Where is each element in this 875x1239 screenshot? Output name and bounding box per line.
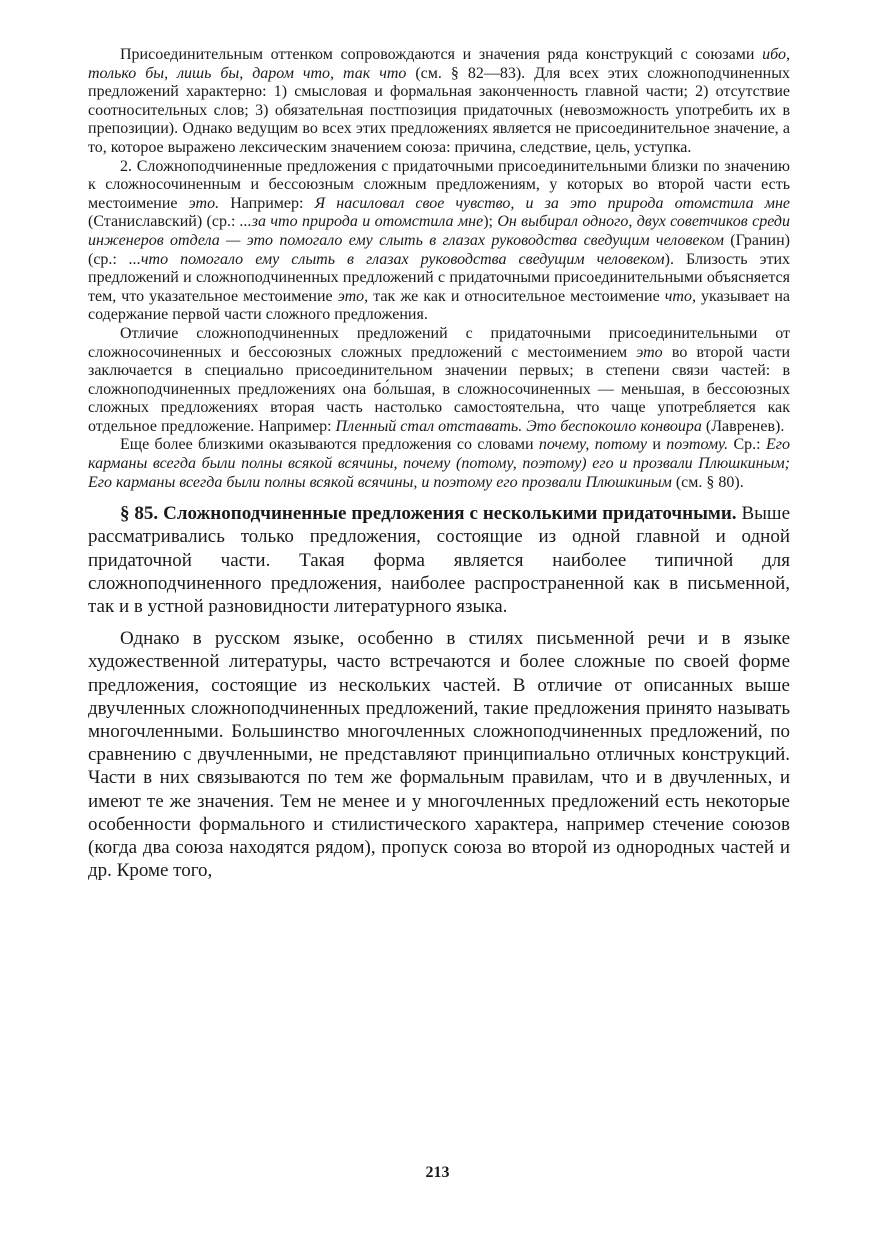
section-heading: § 85. Сложноподчиненные предложения с несколькими придаточными. — [120, 503, 737, 525]
italic-example: Я насиловал свое чувство, и за это природа отомстила мне — [314, 194, 790, 212]
text-run: Например: — [219, 194, 315, 212]
italic-example: Он выбирал одного, двух советчиков среди инженеров отдела — это помогало ему слыть в глазах руководства сведущим человеком — [88, 213, 790, 249]
italic-example: Пленный стал отставать. Это беспокоило конвоира — [335, 417, 702, 435]
italic-example: это, — [337, 287, 369, 305]
paragraph — [88, 158, 790, 325]
paragraph — [88, 46, 790, 158]
text-run: ); — [483, 213, 498, 231]
paragraph — [88, 325, 790, 437]
main-print-block — [88, 502, 790, 882]
text-run: указывает на содержание первой части сложного предложения. — [88, 287, 791, 324]
text-run: ). Близость этих предложений и сложноподчиненных предложений с придаточными присоединительными объясняется тем, что указательное местоимение — [88, 250, 791, 305]
paragraph — [88, 627, 790, 882]
italic-example: ...за что природа и отомстила мне — [239, 213, 484, 231]
text-run: (Станиславский) (ср.: — [88, 213, 240, 231]
italic-example: это. — [188, 194, 220, 212]
text-run: и — [646, 436, 667, 454]
italic-example: Его карманы всегда были полны всякой всячины, почему (потому, поэтому) его и прозвали Плюшкиным; Его карманы всегда были полны всякой всячины, и поэтому его прозвали Плюшкиным — [88, 436, 791, 491]
text-run: Выше рассматривались только предложения, состоящие из одной главной и одной придаточной части. Такая форма является наиболее типичной для сложноподчиненного предложения, наиболее распространенной как в письменной, так и в устной разновидности литературного языка. — [88, 503, 790, 618]
text-run: (Лавренев). — [701, 417, 785, 435]
text-run: Ср.: — [728, 436, 766, 454]
italic-example: что, — [664, 287, 696, 305]
italic-example: почему, потому — [538, 436, 647, 454]
text-run: (см. § 80). — [671, 473, 744, 491]
small-print-block — [88, 46, 790, 492]
italic-example: поэтому. — [666, 436, 729, 454]
paragraph — [88, 436, 790, 492]
page-text — [88, 46, 790, 883]
text-run: Еще более близкими оказываются предложения со словами — [120, 436, 539, 454]
page-number: 213 — [425, 1164, 450, 1181]
text-run: (см. § 82—83). Для всех этих сложноподчиненных предложений характерно: 1) смысловая и формальная законченность главной части; 2) отсутствие соотносительных слов; 3) обязательная постпозиция придаточных (невозможность употребить их в препозиции). Однако ведущим во всех этих предложениях является не присоединительное значение, а то, которое выражено лексическим значением союза: причина, следствие, цель, уступка. — [88, 64, 790, 156]
text-run: во второй части заключается в специально присоединительном значении первых; в степени связи частей: в сложноподчиненных предложениях она бо́льшая, в сложносочиненных — меньшая, в бессоюзных сложных предложениях вторая часть настолько самостоятельна, что чаще употребляется как отдельное предложение. Например: — [88, 343, 791, 435]
text-run: 2. Сложноподчиненные предложения с придаточными присоединительными близки по значению к сложносочиненным и бессоюзным сложным предложениям, у которых во второй части есть местоимение — [88, 157, 790, 212]
section-85-paragraph — [88, 502, 790, 618]
text-run: Однако в русском языке, особенно в стилях письменной речи и в языке художественной литературы, часто встречаются и более сложные по своей форме предложения, состоящие из нескольких частей. В отличие от описанных выше двучленных сложноподчиненных предложений, такие предложения принято называть многочленными. Большинство многочленных сложноподчиненных предложений, по сравнению с двучленными, не представляют принципиально отличных конструкций. Части в них связываются по тем же формальным правилам, что и в двучленных, и имеют те же значения. Тем не менее и у многочленных предложений есть некоторые особенности формального и стилистического характера, например стечение союзов (когда два союза находятся рядом), пропуск союза во второй из однородных частей и др. Кроме того, — [88, 628, 790, 882]
italic-example: ибо, только бы, лишь бы, даром что, так что — [88, 46, 790, 82]
italic-example: ...что помогало ему слыть в глазах руководства сведущим человеком — [128, 250, 665, 268]
text-run: (Гранин) (ср.: — [88, 231, 790, 268]
text-run: Присоединительным оттенком сопровождаются и значения ряда конструкций с союзами — [120, 46, 763, 63]
italic-example: это — [636, 343, 663, 361]
text-run: так же как и относительное местоимение — [368, 287, 665, 305]
text-run: Отличие сложноподчиненных предложений с придаточными присоединительными от сложносочиненных и бессоюзных сложных предложений с местоимением — [88, 324, 790, 361]
